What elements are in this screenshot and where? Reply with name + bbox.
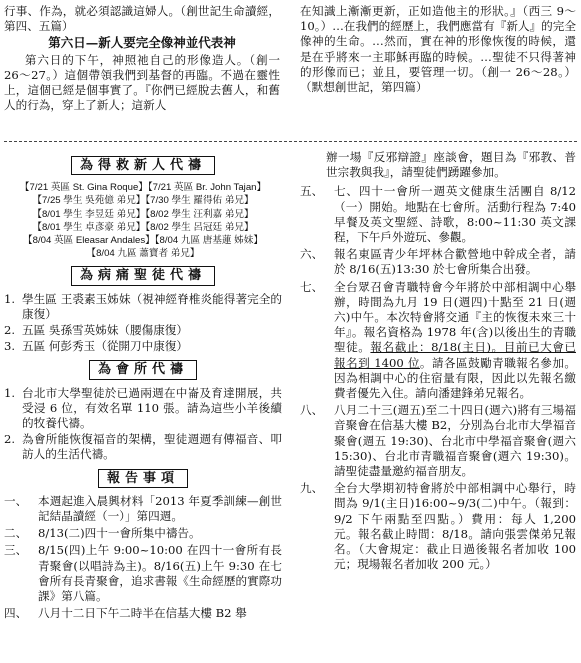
report-item [4, 606, 282, 621]
item-number: 九、 [300, 481, 324, 496]
item-text: 八月十二日下午二時半在信基大樓 B2 舉 [38, 606, 247, 621]
item-text: 學生區 王裘素玉姊妹（視神經脊椎炎能得著完全的康復） [22, 291, 282, 321]
item-text: 七、四十一會所一週英文健康生活團自 8/12（一）開始。地點在七會所。活動行程為 7:40 早餐及英文聖經、詩歌，8:00~11:30 英文課程，下午戶外遊玩、參觀。 [334, 184, 576, 245]
item-text-part: 。請各區鼓勵青職報名參加。因為相調中心的住宿量有限，因此以先報名繳費者優先入住。請向潘建鋒弟兄報名。 [334, 355, 576, 401]
report-item [300, 184, 576, 245]
item-text: 台北市大學聖徒於已過兩週在中崙及育達開展，共受浸 6 位，有效名單 110 張。請為這些小羊後續的牧養代禱。 [22, 385, 282, 431]
day-body: 第六日的下午，神照祂自己的形像造人。（創一 26～27。）這個帶領我們到基督的再臨。不過在靈性上，這個已經是個事實了。『你們已經脫去舊人，和舊人的行為，穿上了新人；這新人 [4, 52, 280, 113]
item-number: 七、 [300, 279, 324, 294]
item-number: 一、 [4, 493, 28, 508]
item-number: 四、 [4, 606, 28, 621]
intro-text: 行事、作為，就必須認識這婦人。（創世記生命讀經，第四、五篇） [4, 4, 280, 34]
item-text-part: 全台眾召會青職特會今年將於中部相調中心舉辦，時間為九月 19 日(週四)十點至 21 日(週六)中午。本次特會將交通『主的恢復未來三十年』。報名資格為 1978 年(含)以後出生的青職聖徒。 [334, 279, 576, 355]
item-number: 八、 [300, 403, 324, 418]
prayer-church-list [4, 386, 282, 463]
prayer-salvation-title: 為得救新人代禱 [71, 156, 215, 175]
item-text: 8/15(四)上午 9:00~10:00 在四十一會所有長青聚會(以唱詩為主)。8/16(五)上午 9:30 在七會所有長青聚會，追求書報《生命經歷的實際功課》第八篇。 [38, 543, 282, 604]
prayer-row: 【8/04 英區 Eleasar Andales】【8/04 九區 唐基蓮 姊妹】 [23, 235, 263, 247]
prayer-row: 【8/01 學生 李昱廷 弟兄】【8/02 學生 汪利嘉 弟兄】 [32, 208, 254, 220]
report-item [4, 543, 282, 604]
top-right-body: 在知識上漸漸更新，正如造他主的形狀。』（西三 9～10。）…在我們的經歷上，我們應當有『新人』的完全像神的生命。…然而，實在神的形像恢復的時候，還是在乎將來一主耶穌再臨的時候。…聖徒不只得著神的形像而已；並且，要管理一切。（創一 26～28。）（默想創世記，第四篇） [300, 4, 576, 95]
report-item [300, 481, 576, 572]
item-text: 五區 吳孫雪英姊妹（腰傷康復） [22, 323, 188, 338]
list-item [4, 323, 282, 338]
item-text: 為會所能恢復福音的架構，聖徒週週有傳福音、叩訪人的生活代禱。 [22, 432, 282, 462]
item-number: 3. [4, 339, 16, 354]
underlined-deadline: 報名截止：8/18(主日)。目前已大會已報名到 1400 位 [334, 340, 576, 370]
prayer-sick-title: 為病痛聖徒代禱 [71, 266, 215, 285]
reports-left-list [4, 494, 282, 622]
top-left-column [4, 4, 280, 113]
item-text: 八月二十三(週五)至二十四日(週六)將有三場福音聚會在信基大樓 B2，分別為台北市大學福音聚會(週五 19:30)、台北市中學福音聚會(週六 15:30)、台北市青職福音聚會(週六 19:30)。請聖徒盡量邀約福音朋友。 [334, 403, 576, 479]
list-item [4, 292, 282, 322]
report-item [4, 526, 282, 541]
report-item [300, 247, 576, 277]
item-number: 三、 [4, 543, 28, 558]
prayer-row: 【8/01 學生 卓彥豪 弟兄】【8/02 學生 呂冠廷 弟兄】 [32, 221, 254, 233]
item-number: 2. [4, 323, 16, 338]
item-text: 8/13(二)四十一會所集中禱告。 [38, 526, 201, 541]
report-item [300, 403, 576, 479]
item-number: 六、 [300, 247, 324, 262]
item-number: 1. [4, 291, 16, 306]
item-text: 五區 何彭秀玉（從開刀中康復） [22, 339, 188, 354]
list-item [4, 432, 282, 462]
item-number: 2. [4, 432, 16, 447]
top-right-column [300, 4, 576, 95]
prayer-church-title: 為會所代禱 [89, 360, 197, 379]
prayer-salvation-list [4, 181, 282, 260]
item-text [334, 280, 576, 402]
item-number: 1. [4, 385, 16, 400]
report-item [4, 494, 282, 524]
prayer-row: 【7/21 英區 St. Gina Roque】【7/21 英區 Br. John Tajan】 [19, 182, 267, 194]
prayer-sick-list [4, 292, 282, 355]
item-number: 五、 [300, 184, 324, 199]
bottom-left-column [4, 150, 282, 623]
item-text: 全台大學期初特會將於中部相調中心舉行，時間為 9/1(主日)16:00~9/3(二)中午。（報到：9/2 下午兩點至四點。）費用：每人 1,200 元。報名截止時間：8/18。請向張雲傑弟兄報名。（大會規定：截止日過後報名者加收 100 元；現場報名者加收 200 元。） [334, 481, 576, 572]
day-title: 第六日—新人要完全像神並代表神 [48, 35, 236, 51]
bottom-right-column [300, 150, 576, 574]
item-text: 報名東區青少年坪林合歡營地中幹成全者，請於 8/16(五)13:30 於七會所集合出發。 [334, 247, 576, 277]
prayer-row: 【8/04 九區 蕭寶者 弟兄】 [86, 248, 200, 260]
item-number: 二、 [4, 526, 28, 541]
prayer-row: 【7/25 學生 吳苑億 弟兄】【7/30 學生 羅得佑 弟兄】 [32, 195, 254, 207]
report-continuation: 辦一場『反邪辯證』座談會，題目為『邪教、普世宗教與我』，請聖徒們踴躍參加。 [326, 150, 576, 180]
item-text: 本週起進入晨興材料「2013 年夏季訓練—創世記結晶讀經（一）」第四週。 [38, 493, 282, 524]
list-item [4, 386, 282, 432]
section-divider [4, 141, 577, 142]
reports-title: 報告事項 [98, 469, 188, 488]
report-item [300, 280, 576, 402]
list-item [4, 339, 282, 354]
